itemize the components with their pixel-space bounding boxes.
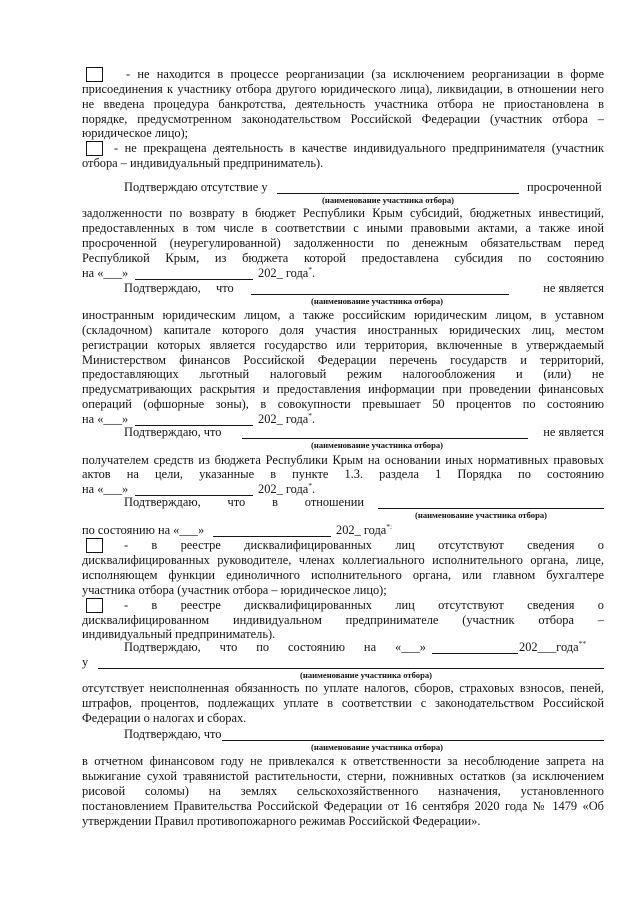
- para2-line8: операций (офшорные зоны), в совокупности превышает 50 процентов по состоянию: [82, 397, 604, 411]
- para5-line5: Федерации о налогах и сборах.: [82, 711, 247, 725]
- para2-line1-that: что: [216, 281, 234, 295]
- para5-line1-end: 202___года**: [519, 638, 587, 654]
- item3-line2: дисквалифицированных руководителе, членах коллегиального исполнительного органа, лице,: [82, 553, 604, 567]
- item3-line1: - в реестре дисквалифицированных лиц отсутствуют сведения о: [124, 538, 604, 552]
- para4-caption: (наименование участника отбора): [415, 510, 548, 520]
- item1-line4: порядке, предусмотренном законодательством Российской Федерации (участник отбора –: [82, 112, 604, 126]
- para3-line1-end: не является: [543, 425, 604, 439]
- para2-caption: (наименование участника отбора): [311, 296, 444, 306]
- para1-line3: предоставленных в том числе в соответствии с иными правовыми актами, а также иной: [82, 221, 604, 235]
- item4-line2: дисквалифицированном индивидуальном предпринимателе (участник отбора –: [82, 613, 604, 627]
- para5-line4: штрафов, процентов, подлежащих уплате в соответствии с законодательством Российской: [82, 696, 604, 710]
- para6-line2: в отчетном финансовом году не привлекался к ответственности за несоблюдение запрета на: [82, 754, 604, 768]
- para1-date-suffix: 202_ года*.: [258, 264, 316, 280]
- para4-line1: Подтверждаю, что в отношении: [124, 495, 364, 509]
- item2-line2: отбора – индивидуальный предприниматель).: [82, 156, 324, 170]
- para2-date-prefix: на «___»: [82, 412, 129, 426]
- para5-line2: у: [82, 655, 89, 669]
- checkbox-no-disqualified-entrepreneur[interactable]: [86, 598, 103, 613]
- date-field-4[interactable]: [213, 536, 331, 537]
- para1-line2: задолженности по возврату в бюджет Республики Крым субсидий, бюджетных инвестиций,: [82, 206, 604, 220]
- checkbox-no-reorganization[interactable]: [86, 67, 103, 82]
- item4-line3: индивидуальный предприниматель).: [82, 627, 276, 641]
- participant-name-field-3[interactable]: [242, 438, 528, 439]
- para1-date-prefix: на «___»: [82, 266, 129, 280]
- para3-line1-start: Подтверждаю, что: [124, 425, 222, 439]
- para3-line2: получателем средств из бюджета Республики Крым на основании иных нормативных правовых: [82, 453, 604, 467]
- item1-line3: не введена процедура банкротства, деятельность участника отбора не приостановлена в: [82, 97, 604, 111]
- para5-line3: отсутствует неисполненная обязанность по уплате налогов, сборов, страховых взносов, пеней,: [82, 681, 604, 695]
- participant-name-field-1[interactable]: [277, 193, 519, 194]
- participant-name-field-2[interactable]: [251, 294, 509, 295]
- date-field-5[interactable]: [432, 653, 518, 654]
- para6-line5: постановлением Правительства Российской Федерации от 16 сентября 2020 года № 1479 «Об: [82, 799, 604, 813]
- para2-date-suffix: 202_ года*.: [258, 410, 316, 426]
- para2-line1-end: не является: [543, 281, 604, 295]
- participant-name-field-4[interactable]: [378, 508, 604, 509]
- date-field-1[interactable]: [135, 279, 253, 280]
- participant-name-field-5[interactable]: [98, 668, 604, 669]
- para1-line1-start: Подтверждаю отсутствие у: [124, 180, 268, 194]
- para1-line4: просроченной (неурегулированной) задолженности по денежным обязательствам перед: [82, 236, 604, 250]
- item1-line5: юридическое лицо);: [82, 126, 189, 140]
- item2-line1: - не прекращена деятельность в качестве индивидуального предпринимателя (участник: [114, 141, 604, 155]
- para3-line3: актов на цели, указанные в пункте 1.3. раздела 1 Порядка по состоянию: [82, 467, 604, 481]
- checkbox-no-disqualified-managers[interactable]: [86, 538, 103, 553]
- para3-caption: (наименование участника отбора): [311, 440, 444, 450]
- para3-date-prefix: на «___»: [82, 482, 129, 496]
- item3-line3: исполняющем функции единоличного исполнительного органа, или главном бухгалтере: [82, 568, 604, 582]
- para2-line2: иностранным юридическим лицом, а также российским юридическим лицом, в уставном: [82, 308, 604, 322]
- item3-line4: участника отбора (участник отбора – юридическое лицо);: [82, 583, 387, 597]
- para6-line1: Подтверждаю, что: [124, 727, 222, 741]
- para5-line1-start: Подтверждаю, что по состоянию на «___»: [124, 640, 426, 654]
- para2-line1-start: Подтверждаю,: [124, 281, 201, 295]
- para1-caption: (наименование участника отбора): [322, 195, 455, 205]
- para6-caption: (наименование участника отбора): [311, 742, 444, 752]
- participant-name-field-6[interactable]: [222, 740, 604, 741]
- para2-line5: Министерством финансов Российской Федерации перечень государств и территорий,: [82, 353, 604, 367]
- para6-line6: утверждении Правил противопожарного режимав Российской Федерации».: [82, 814, 481, 828]
- para4-date-suffix: 202_ года*:: [336, 521, 393, 537]
- para4-date-prefix: по состоянию на «___»: [82, 523, 205, 537]
- para6-line4: рисовой соломы) на землях сельскохозяйственного назначения, установленного: [82, 784, 604, 798]
- para5-caption: (наименование участника отбора): [300, 670, 433, 680]
- para2-line7: предусматривающих раскрытия и предоставления информации при проведении финансовых: [82, 382, 604, 396]
- para2-line4: регистрации которых является государство или территория, включенные в утверждаемый: [82, 338, 604, 352]
- checkbox-not-terminated[interactable]: [86, 141, 103, 156]
- item1-line1: - не находится в процессе реорганизации (за исключением реорганизации в форме: [126, 67, 604, 81]
- item1-line2: присоединения к участнику отбора другого юридического лица), ликвидации, в отношении него: [82, 82, 604, 96]
- para1-line5: Республикой Крым, из бюджета которой предоставлена субсидия по состоянию: [82, 251, 604, 265]
- para6-line3: выжигание сухой травянистой растительности, стерни, пожнивных остатков (за исключением: [82, 769, 604, 783]
- para1-line1-end: просроченной: [527, 180, 602, 194]
- para2-line3: (складочном) капитале которого доля участия иностранных юридических лиц, местом: [82, 323, 604, 337]
- item4-line1: - в реестре дисквалифицированных лиц отсутствуют сведения о: [124, 598, 604, 612]
- para3-date-suffix: 202_ года*.: [258, 480, 316, 496]
- para2-line6: предоставляющих льготный налоговый режим налогообложения и (или) не: [82, 367, 604, 381]
